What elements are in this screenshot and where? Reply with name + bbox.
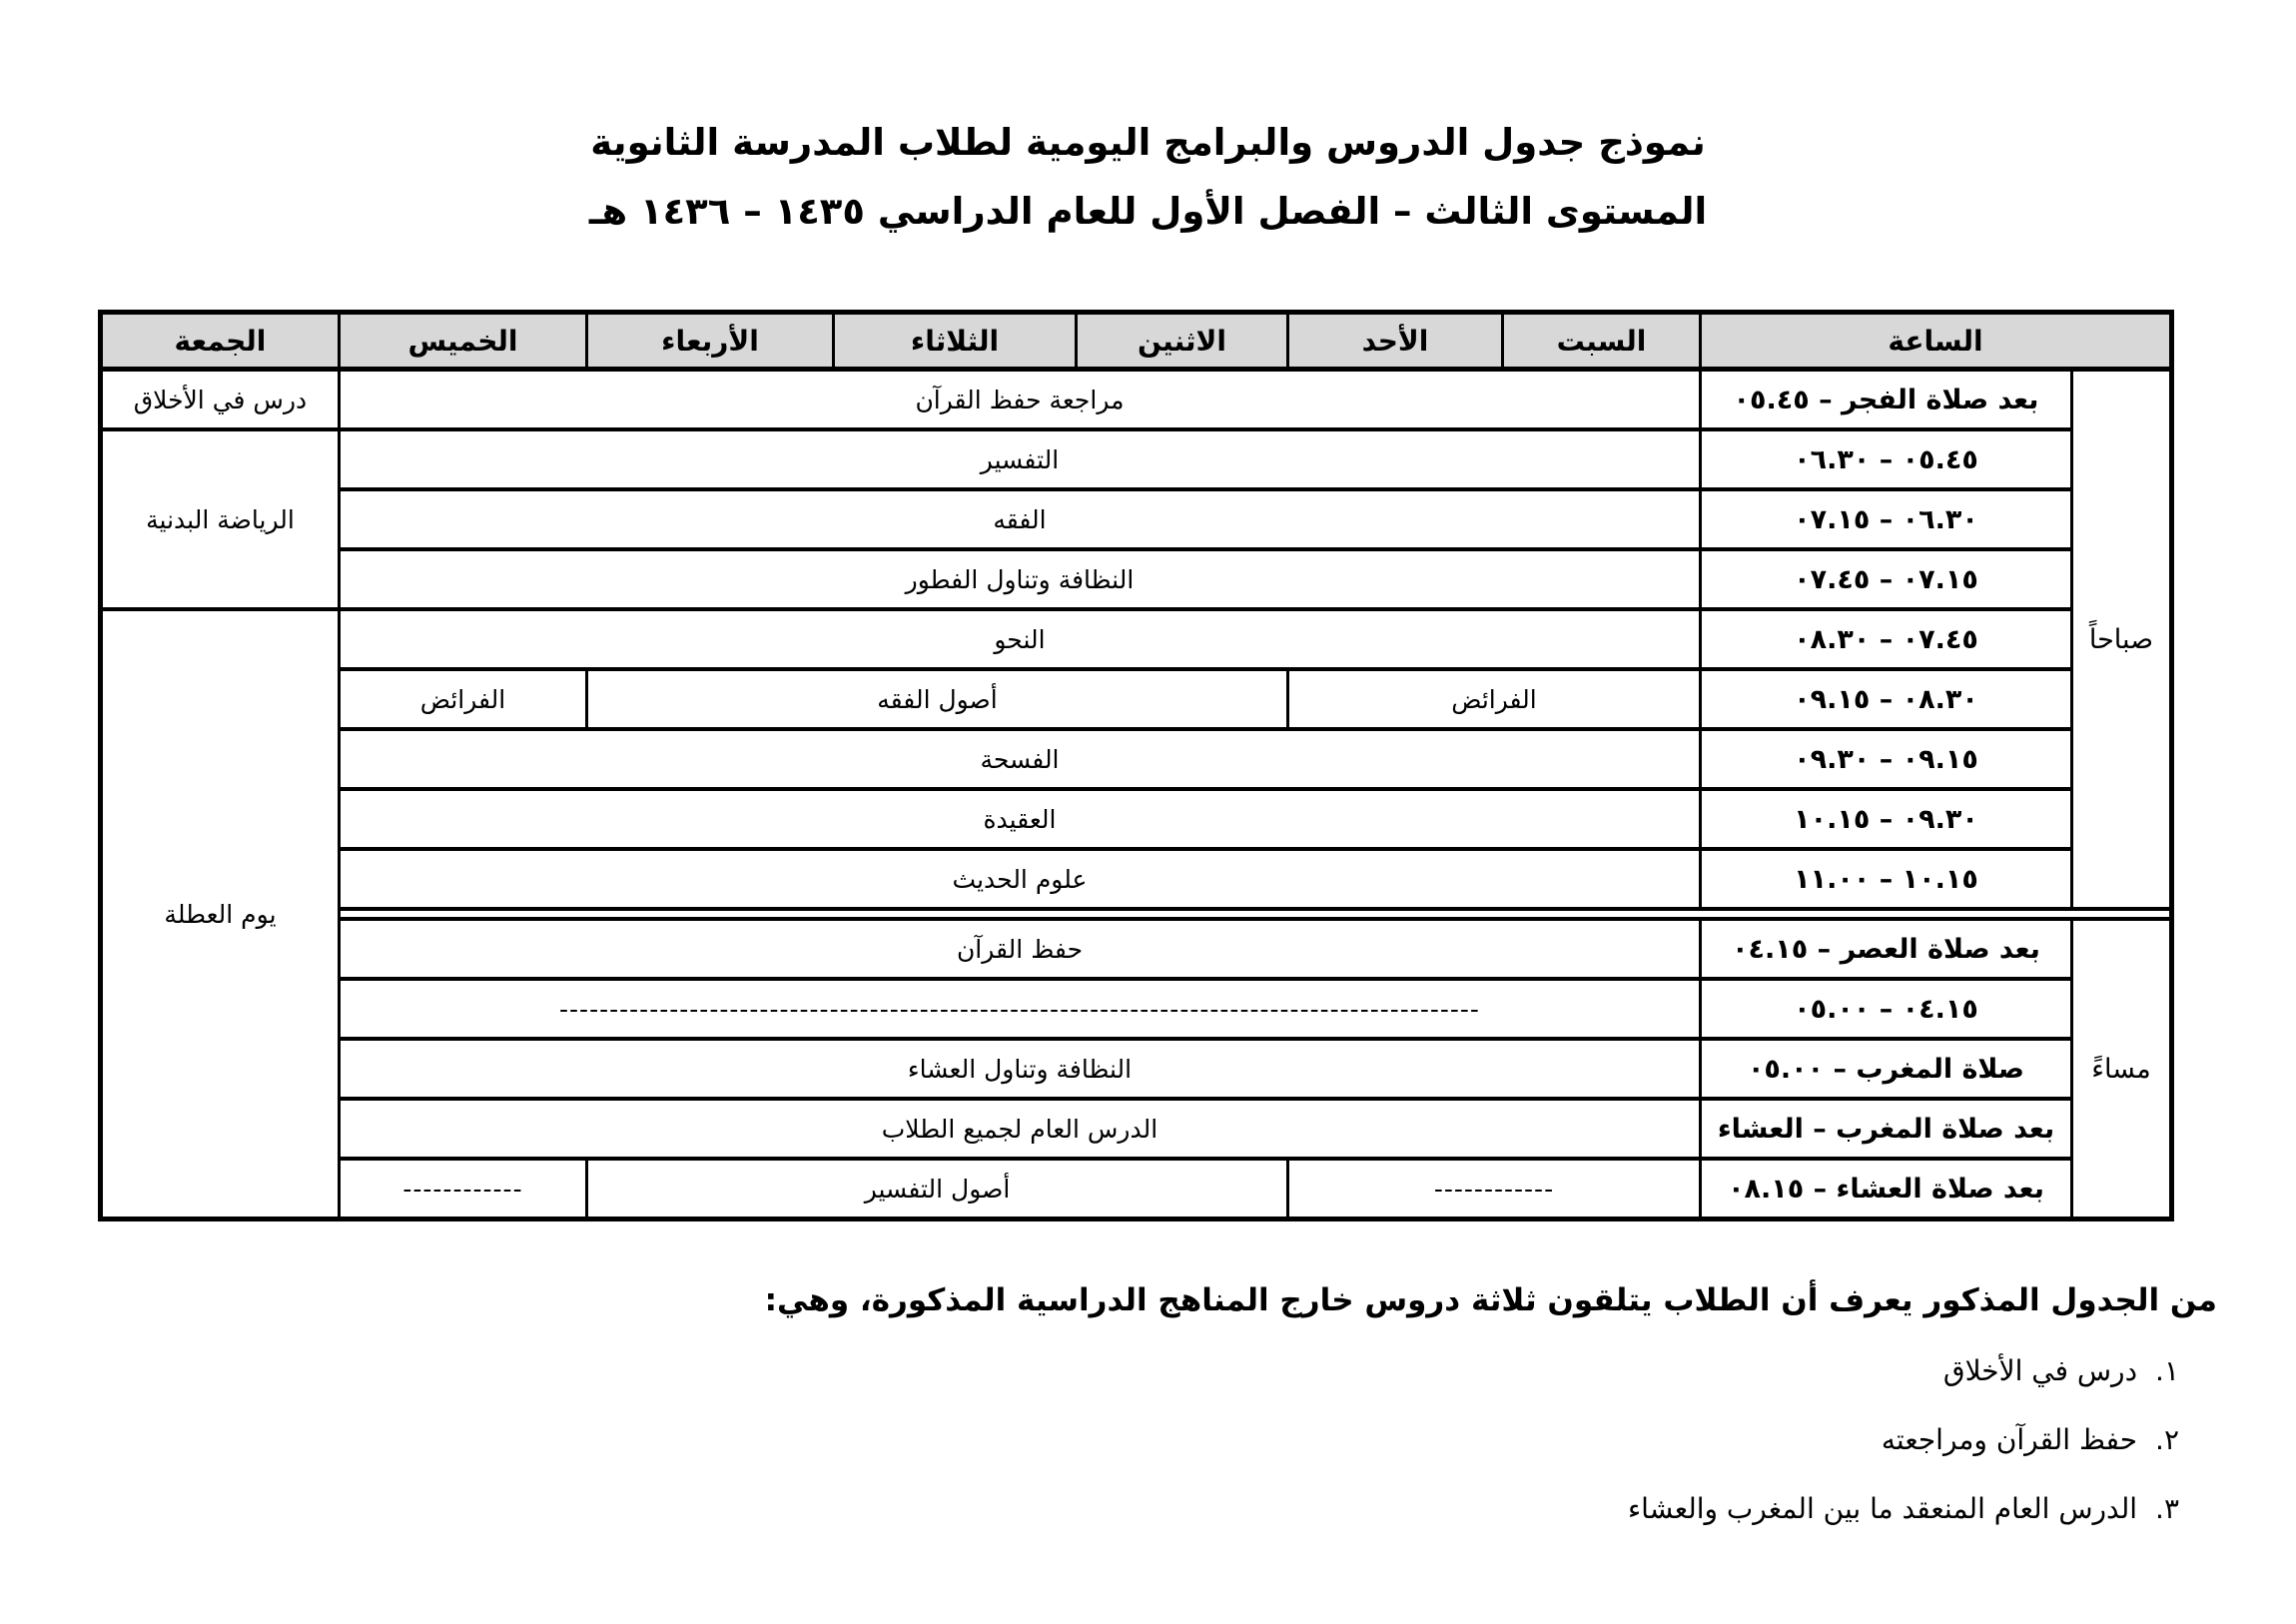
- table-row: [100, 1039, 2171, 1099]
- header-tuesday: الثلاثاء: [833, 313, 1076, 370]
- morning-evening-separator: [100, 909, 2171, 919]
- subject-usul-tafsir: أصول التفسير: [586, 1159, 1287, 1219]
- time-r5: ٠٧.٤٥ – ٠٨.٣٠: [1700, 609, 2071, 669]
- subject-fiqh: الفقه: [339, 489, 1700, 549]
- table-row: [100, 489, 2171, 549]
- time-r11: ٠٤.١٥ – ٠٥.٠٠: [1700, 979, 2071, 1039]
- time-r9: ١٠.١٥ – ١١.٠٠: [1700, 849, 2071, 909]
- time-r7: ٠٩.١٥ – ٠٩.٣٠: [1700, 729, 2071, 789]
- footer-item-3: [79, 1492, 2217, 1525]
- title-line-1: نموذج جدول الدروس والبرامج اليومية لطلاب المدرسة الثانوية: [590, 121, 1706, 164]
- header-friday: الجمعة: [100, 313, 339, 370]
- footer-item-2-number: ٢.: [2155, 1423, 2179, 1456]
- table-row: [100, 849, 2171, 909]
- dashes-thu: ------------: [339, 1159, 586, 1219]
- footer-item-3-text: الدرس العام المنعقد ما بين المغرب والعشاء: [1628, 1492, 2138, 1525]
- table-row: [100, 979, 2171, 1039]
- header-saturday: السبت: [1502, 313, 1700, 370]
- separator-cell: [339, 909, 2171, 919]
- title-line-2: المستوى الثالث – الفصل الأول للعام الدراسي ١٤٣٥ – ١٤٣٦ هـ: [588, 189, 1708, 233]
- subject-general-lesson: الدرس العام لجميع الطلاب: [339, 1099, 1700, 1159]
- friday-ethics-lesson: درس في الأخلاق: [100, 370, 339, 430]
- footer-item-3-number: ٣.: [2155, 1492, 2179, 1525]
- time-r4: ٠٧.١٥ – ٠٧.٤٥: [1700, 549, 2071, 609]
- time-r8: ٠٩.٣٠ – ١٠.١٥: [1700, 789, 2071, 849]
- header-thursday: الخميس: [339, 313, 586, 370]
- table-row: [100, 549, 2171, 609]
- footer-item-1: [79, 1354, 2217, 1387]
- header-wednesday: الأربعاء: [586, 313, 833, 370]
- document-title: [0, 122, 2296, 233]
- time-maghrib-isha: بعد صلاة المغرب – العشاء: [1700, 1099, 2071, 1159]
- subject-dashed-line: --------------------------------------------------------------------------------------------: [339, 979, 1700, 1039]
- table-row: [100, 609, 2171, 669]
- subject-aqidah: العقيدة: [339, 789, 1700, 849]
- header-row: [100, 313, 2171, 370]
- footer-item-2-text: حفظ القرآن ومراجعته: [1881, 1423, 2138, 1456]
- subject-quran-review: مراجعة حفظ القرآن: [339, 370, 1700, 430]
- table-row: [100, 1099, 2171, 1159]
- time-after-fajr: بعد صلاة الفجر – ٠٥.٤٥: [1700, 370, 2071, 430]
- time-r6: ٠٨.٣٠ – ٠٩.١٥: [1700, 669, 2071, 729]
- subject-faraid-thu: الفرائض: [339, 669, 586, 729]
- subject-break: الفسحة: [339, 729, 1700, 789]
- header-sunday: الأحد: [1287, 313, 1502, 370]
- subject-hadith-sciences: علوم الحديث: [339, 849, 1700, 909]
- footer-notes: [79, 1282, 2217, 1525]
- footer-heading: من الجدول المذكور يعرف أن الطلاب يتلقون ثلاثة دروس خارج المناهج الدراسية المذكورة، وهي:: [764, 1282, 2217, 1318]
- table-row: [100, 370, 2171, 430]
- friday-physical-exercise: الرياضة البدنية: [100, 429, 339, 609]
- table-row: [100, 1159, 2171, 1219]
- time-r2: ٠٥.٤٥ – ٠٦.٣٠: [1700, 429, 2071, 489]
- time-to-maghrib: صلاة المغرب – ٠٥.٠٠: [1700, 1039, 2071, 1099]
- subject-faraid-sat-sun: الفرائض: [1287, 669, 1700, 729]
- period-morning-label: صباحاً: [2072, 370, 2172, 910]
- subject-dinner: النظافة وتناول العشاء: [339, 1039, 1700, 1099]
- time-after-isha: بعد صلاة العشاء – ٠٨.١٥: [1700, 1159, 2071, 1219]
- period-evening-label: مساءً: [2072, 919, 2172, 1219]
- time-after-asr: بعد صلاة العصر – ٠٤.١٥: [1700, 919, 2071, 979]
- subject-usul-fiqh: أصول الفقه: [586, 669, 1287, 729]
- dashes-sat-sun: ------------: [1287, 1159, 1700, 1219]
- table-row: [100, 919, 2171, 979]
- footer-item-1-number: ١.: [2155, 1354, 2179, 1387]
- table-row: [100, 669, 2171, 729]
- footer-item-1-text: درس في الأخلاق: [1942, 1354, 2138, 1387]
- schedule-table: [98, 310, 2174, 1221]
- table-row: [100, 789, 2171, 849]
- time-r3: ٠٦.٣٠ – ٠٧.١٥: [1700, 489, 2071, 549]
- subject-tafsir: التفسير: [339, 429, 1700, 489]
- subject-quran-memorization: حفظ القرآن: [339, 919, 1700, 979]
- table-row: [100, 729, 2171, 789]
- subject-nahw: النحو: [339, 609, 1700, 669]
- subject-breakfast: النظافة وتناول الفطور: [339, 549, 1700, 609]
- friday-holiday: يوم العطلة: [100, 609, 339, 1219]
- header-monday: الاثنين: [1076, 313, 1287, 370]
- header-time: الساعة: [1700, 313, 2171, 370]
- table-row: [100, 429, 2171, 489]
- footer-item-2: [79, 1423, 2217, 1456]
